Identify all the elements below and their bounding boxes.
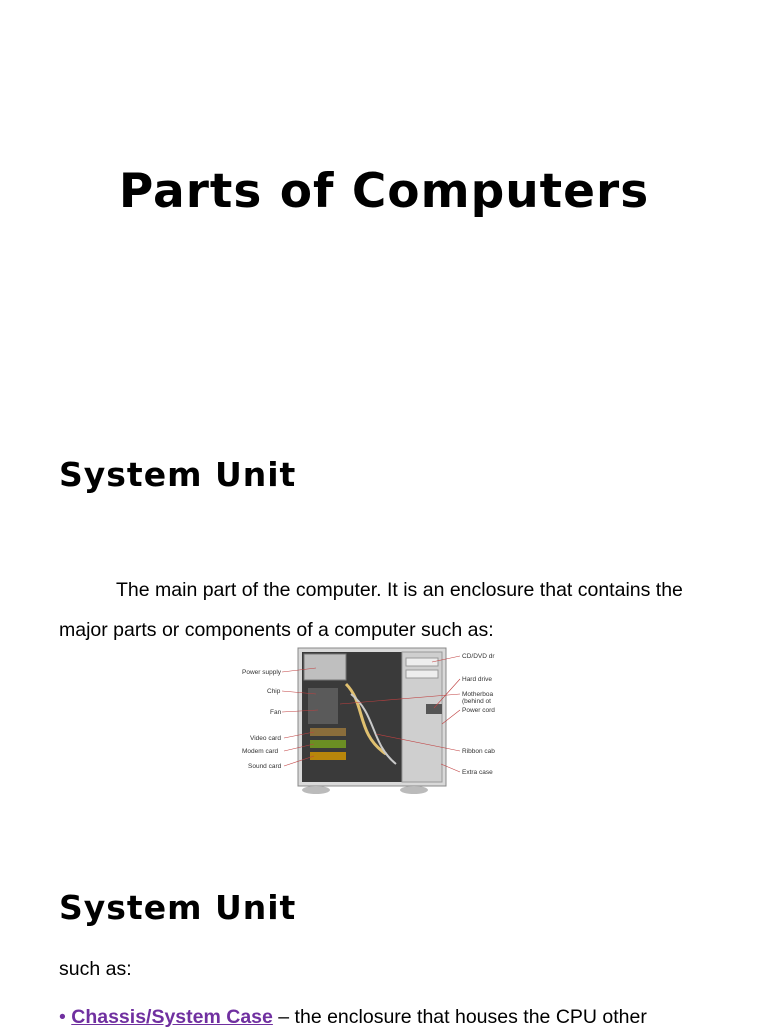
case-foot-shape (400, 786, 428, 794)
case-foot-shape (302, 786, 330, 794)
label-chip: Chip (267, 688, 281, 695)
expansion-card-shape (310, 752, 346, 760)
label-behind-other: (behind ot (462, 698, 491, 705)
label-video-card: Video card (250, 735, 281, 742)
power-supply-shape (304, 654, 346, 680)
section-heading-system-unit: System Unit (59, 455, 297, 494)
drive-shape (406, 670, 438, 678)
expansion-card-shape (310, 740, 346, 748)
label-cd-dvd-drive: CD/DVD dr (462, 653, 495, 660)
section-heading-system-unit-2: System Unit (59, 888, 297, 927)
expansion-card-shape (310, 728, 346, 736)
list-item (59, 1006, 647, 1029)
label-modem-card: Modem card (242, 748, 279, 755)
label-extra-case: Extra case (462, 769, 493, 776)
page-title: Parts of Computers (118, 164, 650, 219)
bullet-term-link[interactable]: Chassis/System Case (71, 1006, 273, 1028)
label-fan: Fan (270, 709, 282, 716)
label-power-cord: Power cord (462, 707, 495, 714)
computer-case-illustration (236, 644, 500, 796)
label-hard-drive: Hard drive (462, 676, 492, 683)
label-ribbon-cable: Ribbon cab (462, 748, 495, 755)
bullet-description: – the enclosure that houses the CPU other (272, 1006, 647, 1028)
label-motherboard: Motherboa (462, 691, 494, 698)
label-sound-card: Sound card (248, 763, 282, 770)
system-unit-diagram (236, 644, 500, 796)
section-intro-text: such as: (59, 958, 132, 980)
label-power-supply: Power supply (242, 669, 282, 676)
bullet-marker: • (59, 1006, 66, 1028)
hard-drive-shape (426, 704, 442, 714)
system-unit-description: The main part of the computer. It is an enclosure that contains the major parts or components of a computer such as: (59, 579, 683, 641)
